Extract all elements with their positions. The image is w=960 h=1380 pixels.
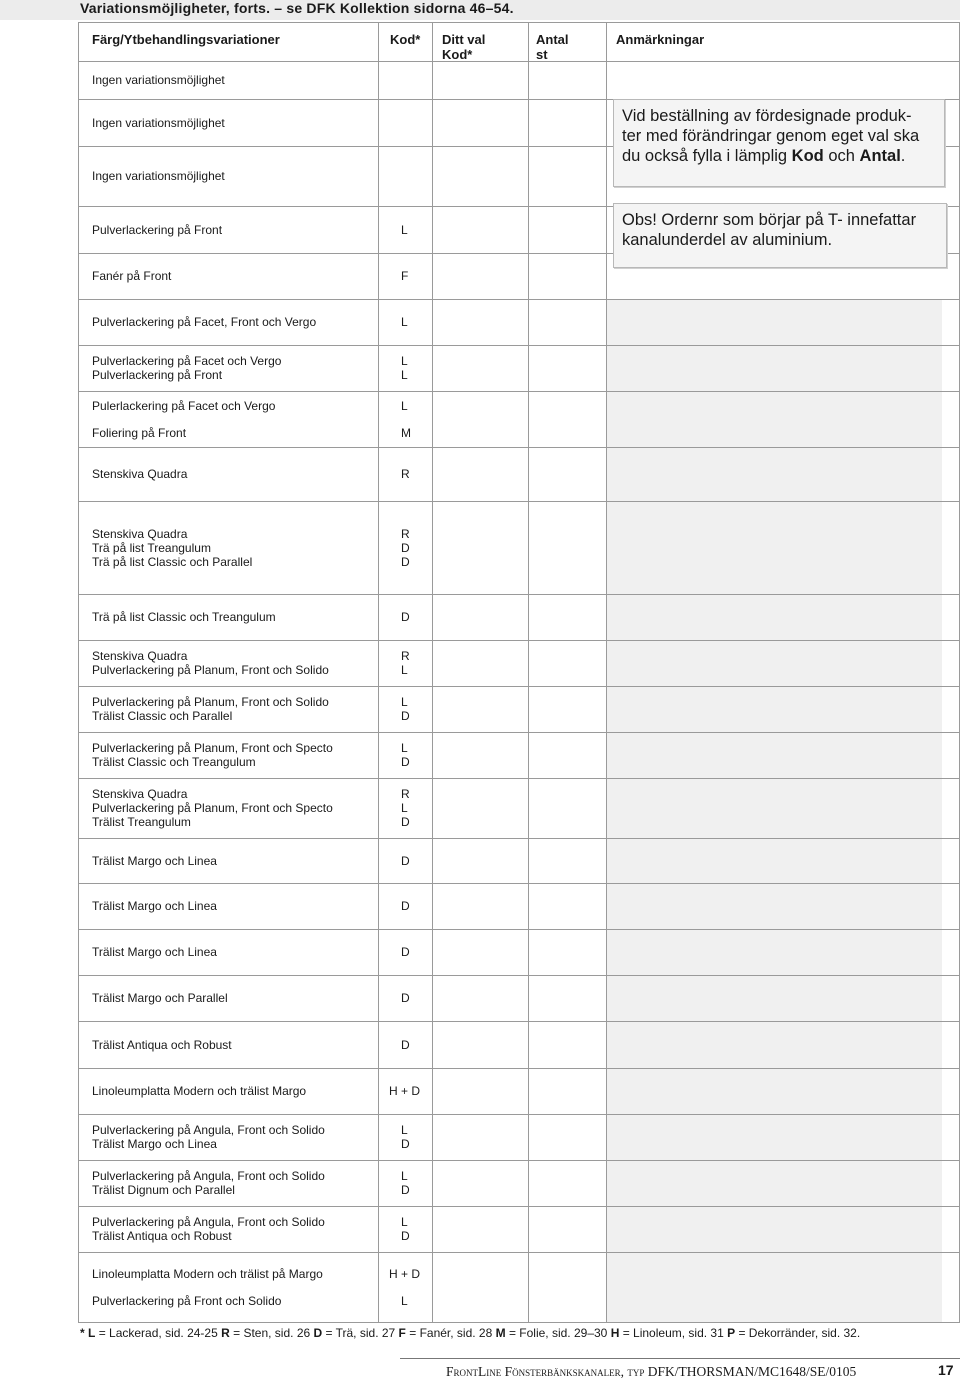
variation-label: Trälist Antiqua och Robust: [92, 1229, 232, 1243]
footer-rule: [400, 1358, 960, 1359]
code-value: D: [401, 1038, 410, 1052]
variation-label: Pulverlackering på Angula, Front och Solido: [92, 1169, 325, 1183]
code-value: L: [401, 315, 408, 329]
column-header-remarks: Anmärkningar: [616, 32, 705, 47]
code-value: M: [401, 426, 411, 440]
variation-label: Pulverlackering på Front och Solido: [92, 1294, 282, 1308]
variation-label: Ingen variationsmöjlighet: [92, 73, 225, 87]
code-value: L: [401, 223, 408, 237]
variation-label: Ingen variationsmöjlighet: [92, 169, 225, 183]
code-value: F: [401, 269, 409, 283]
order-note-line-1: Vid beställning av fördesignade produk-: [622, 107, 912, 125]
code-value: L: [401, 801, 408, 815]
legend-description: = Sten, sid. 26: [229, 1326, 314, 1340]
variation-label: Pulverlackering på Planum, Front och Specto: [92, 741, 333, 755]
variation-label: Stenskiva Quadra: [92, 787, 188, 801]
column-header-variation: Färg/Ytbehandlingsvariationer: [92, 32, 280, 47]
code-value: D: [401, 709, 410, 723]
variation-label: Pulverlackering på Planum, Front och Specto: [92, 801, 333, 815]
column-divider: [606, 22, 607, 1322]
code-value: R: [401, 649, 410, 663]
order-note-end: .: [900, 147, 906, 165]
order-note-line-3: du också fylla i lämplig: [622, 147, 792, 165]
variation-label: Pulverlackering på Angula, Front och Solido: [92, 1215, 325, 1229]
order-note: [613, 99, 945, 187]
table-row: [79, 1252, 960, 1322]
variation-label: Trälist Dignum och Parallel: [92, 1183, 235, 1197]
column-header-your-choice: Ditt val Kod*: [442, 32, 486, 62]
code-value: L: [401, 695, 408, 709]
variation-label: Pulverlackering på Planum, Front och Solido: [92, 663, 329, 677]
code-value: L: [401, 1169, 408, 1183]
code-value: R: [401, 787, 410, 801]
code-value: D: [401, 755, 410, 769]
code-value: D: [401, 815, 410, 829]
column-header-code: Kod*: [390, 32, 421, 47]
variation-label: Foliering på Front: [92, 426, 187, 440]
variation-label: Trälist Classic och Treangulum: [92, 755, 256, 769]
order-note-line-2: ter med förändringar genom eget val ska: [622, 127, 920, 145]
legend-description: = Trä, sid. 27: [322, 1326, 399, 1340]
code-value: D: [401, 991, 410, 1005]
variation-label: Trälist Margo och Linea: [92, 899, 217, 913]
obs-note-line-1: Obs! Ordernr som börjar på T- innefattar: [622, 211, 917, 229]
column-divider: [432, 22, 433, 1322]
code-value: L: [401, 368, 408, 382]
variation-label: Pulverlackering på Front: [92, 223, 223, 237]
legend-code: *: [80, 1326, 85, 1340]
legend-code: P: [727, 1326, 736, 1340]
obs-note-line-2: kanalunderdel av aluminium.: [622, 231, 833, 249]
variation-label: Trälist Margo och Linea: [92, 1137, 217, 1151]
code-value: L: [401, 663, 408, 677]
variation-label: Pulverlackering på Planum, Front och Solido: [92, 695, 329, 709]
legend-description: = Dekorränder, sid. 32.: [735, 1326, 861, 1340]
variation-label: Pulverlackering på Angula, Front och Solido: [92, 1123, 325, 1137]
legend-code: F: [398, 1326, 406, 1340]
variation-label: Linoleumplatta Modern och trälist på Margo: [92, 1267, 323, 1281]
page-heading: Variationsmöjligheter, forts. – se DFK Kollektion sidorna 46–54.: [80, 0, 514, 16]
variation-label: Trä på list Classic och Treangulum: [92, 610, 276, 624]
variation-label: Trälist Antiqua och Robust: [92, 1038, 232, 1052]
legend-description: = Linoleum, sid. 31: [619, 1326, 728, 1340]
variation-label: Pulerlackering på Facet och Vergo: [92, 399, 276, 413]
variation-label: Trälist Margo och Linea: [92, 945, 217, 959]
code-value: R: [401, 527, 410, 541]
legend-description: = Folie, sid. 29–30: [505, 1326, 611, 1340]
code-value: L: [401, 1215, 408, 1229]
legend-description: = Fanér, sid. 28: [405, 1326, 496, 1340]
table-bottom-rule: [79, 1322, 960, 1323]
code-value: L: [401, 1294, 408, 1308]
variation-label: Ingen variationsmöjlighet: [92, 116, 225, 130]
code-value: L: [401, 354, 408, 368]
variation-label: Trälist Margo och Linea: [92, 854, 217, 868]
column-divider: [528, 22, 529, 1322]
code-value: D: [401, 1183, 410, 1197]
code-legend-footnote: [80, 1326, 860, 1340]
code-value: D: [401, 854, 410, 868]
code-value: D: [401, 945, 410, 959]
legend-code: H: [610, 1326, 620, 1340]
footer-text: FrontLine Fönsterbänkskanaler, typ DFK/THORSMAN/MC1648/SE/0105: [446, 1364, 857, 1379]
variation-label: Stenskiva Quadra: [92, 467, 188, 481]
code-value: R: [401, 467, 410, 481]
code-value: L: [401, 1123, 408, 1137]
obs-note: [613, 203, 947, 268]
code-value: L: [401, 741, 408, 755]
legend-code: D: [313, 1326, 323, 1340]
variation-label: Fanér på Front: [92, 269, 172, 283]
variation-label: Pulverlackering på Front: [92, 368, 223, 382]
variation-label: Pulverlackering på Facet, Front och Vergo: [92, 315, 317, 329]
code-value: L: [401, 399, 408, 413]
code-value: D: [401, 541, 410, 555]
table-row: [79, 501, 960, 594]
code-value: D: [401, 1137, 410, 1151]
column-header-quantity: Antal st: [536, 32, 569, 62]
legend-description: = Lackerad, sid. 24-25: [95, 1326, 222, 1340]
variation-label: Stenskiva Quadra: [92, 527, 188, 541]
legend-code: L: [88, 1326, 96, 1340]
code-value: D: [401, 610, 410, 624]
variation-label: Linoleumplatta Modern och trälist Margo: [92, 1084, 307, 1098]
variation-label: Trälist Treangulum: [92, 815, 191, 829]
variation-label: Stenskiva Quadra: [92, 649, 188, 663]
footer-document-id: [446, 1364, 856, 1380]
order-note-and: och: [823, 147, 860, 165]
table-row: [79, 447, 960, 501]
variation-label: Trä på list Treangulum: [92, 541, 211, 555]
variation-label: Pulverlackering på Facet och Vergo: [92, 354, 282, 368]
code-value: D: [401, 899, 410, 913]
legend-code: M: [495, 1326, 506, 1340]
code-value: H + D: [389, 1267, 421, 1281]
page-number: 17: [938, 1362, 954, 1378]
variation-label: Trälist Classic och Parallel: [92, 709, 233, 723]
order-note-code: Kod: [791, 147, 824, 165]
legend-code: R: [221, 1326, 230, 1340]
code-value: H + D: [389, 1084, 421, 1098]
variation-label: Trä på list Classic och Parallel: [92, 555, 253, 569]
variation-label: Trälist Margo och Parallel: [92, 991, 228, 1005]
column-divider: [378, 22, 379, 1322]
order-note-quantity: Antal: [859, 147, 901, 165]
code-value: D: [401, 1229, 410, 1243]
code-value: D: [401, 555, 410, 569]
